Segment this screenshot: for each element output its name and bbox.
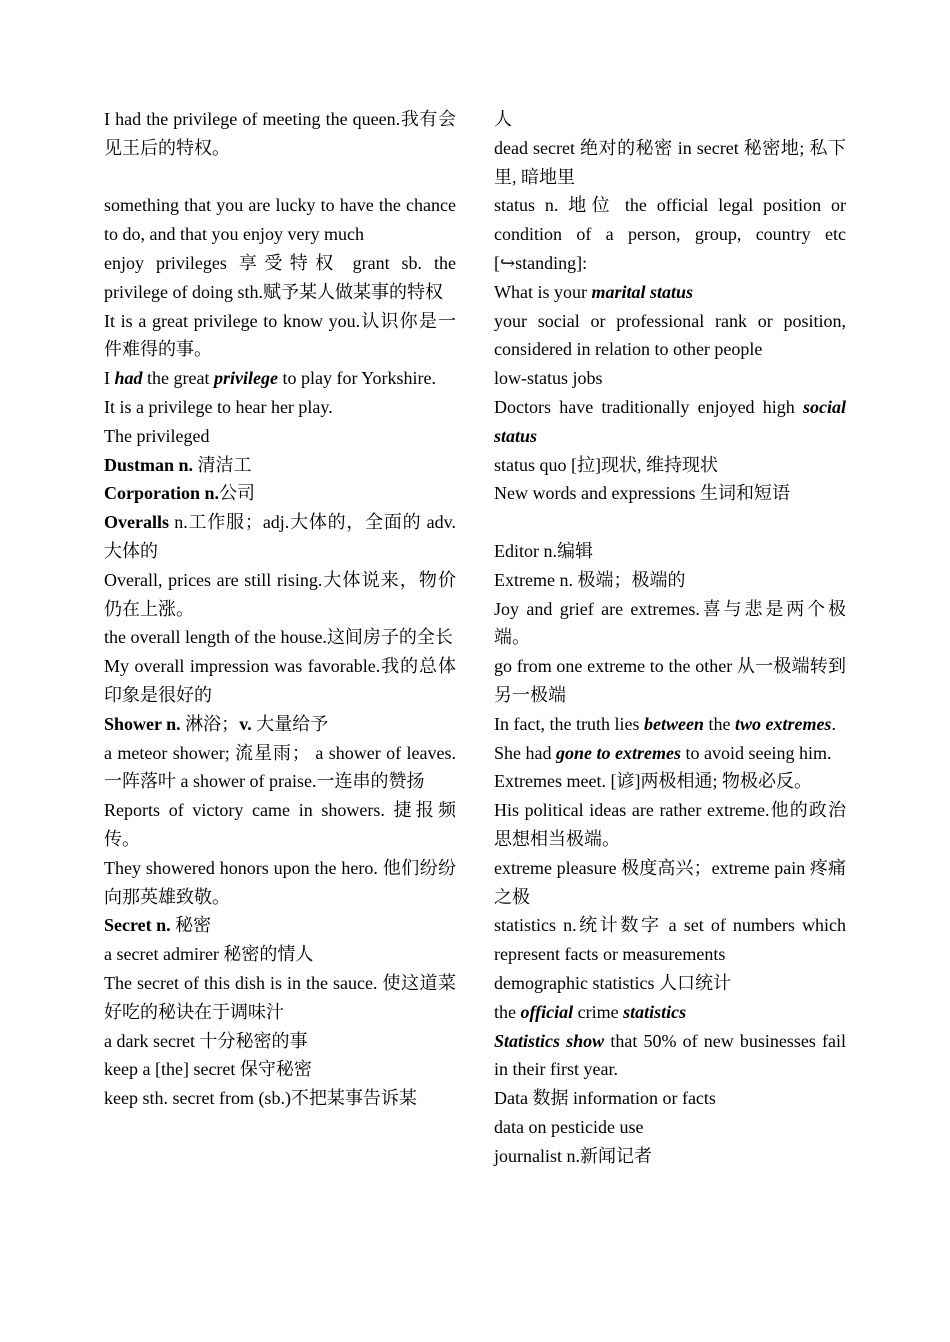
text-line: Extremes meet. [谚]两极相通; 物极必反。 [494,771,812,792]
text-line [104,911,456,940]
text-line: a secret admirer 秘密的情人 [104,944,314,965]
text-line: Editor n.编辑 [494,540,593,561]
emphasis-text: Statistics show [494,1030,605,1051]
text-line: His political ideas are rather extreme.他的政治思想相当极端。 [494,800,846,849]
emphasis-text: v. [239,713,252,734]
text-line [494,393,846,451]
emphasis-text: Overalls [104,512,169,533]
emphasis-text: social status [494,396,846,446]
text-line: statistics n.统计数字 a set of numbers which represent facts or measurements [494,915,846,965]
emphasis-text: between [643,713,704,734]
text-line: something that you are lucky to have the chance to do, and that you enjoy very much [104,195,456,245]
text-line: Overall, prices are still rising.大体说来，物价仍在上涨。 [104,569,456,619]
text-run: the [703,713,735,734]
emphasis-text: two extremes [734,713,832,734]
text-line [104,508,456,566]
text-line: status quo [拉]现状, 维持现状 [494,454,718,475]
text-line: low-status jobs [494,368,603,389]
emphasis-text: Secret n. [104,915,171,936]
text-line: journalist n.新闻记者 [494,1145,652,1166]
emphasis-text: Corporation n. [104,483,220,504]
text-run: She had [494,742,556,763]
text-line: My overall impression was favorable.我的总体印象是很好的 [104,656,456,705]
text-line: It is a great privilege to know you.认识你是一件难得的事。 [104,310,456,360]
text-line: Reports of victory came in showers. 捷报频传。 [104,800,456,849]
emphasis-text: gone to extremes [556,742,681,763]
emphasis-text: Shower n. [104,713,181,734]
text-line: status n. 地位 the official legal position or condition of a person, group, country etc [↪standing]: [494,195,846,273]
text-run: the [494,1001,521,1022]
text-line [494,710,846,739]
text-line: keep a [the] secret 保守秘密 [104,1059,312,1080]
text-line: your social or professional rank or position, considered in relation to other people [494,310,846,360]
text-run: to play for Yorkshire. [277,368,436,389]
text-line [494,998,846,1027]
text-run: I [104,368,115,389]
emphasis-text: official [520,1001,574,1022]
text-line [104,364,456,393]
text-run: n.工作服；adj.大体的，全面的 adv.大体的 [104,512,456,561]
text-run: that 50% of new businesses fail in their first year. [494,1030,846,1080]
text-run: Doctors have traditionally enjoyed high [494,396,803,417]
text-line: dead secret 绝对的秘密 in secret 秘密地; 私下里, 暗地里 [494,137,846,187]
text-line: Data 数据 information or facts [494,1088,716,1109]
text-run: 大量给予 [251,713,329,734]
text-line: Extreme n. 极端；极端的 [494,569,686,590]
text-line: The privileged [104,425,210,446]
blank-line [494,508,846,537]
text-line: a meteor shower; 流星雨； a shower of leaves. 一阵落叶 a shower of praise.一连串的赞扬 [104,742,456,792]
text-run: 公司 [219,483,256,504]
emphasis-text: marital status [591,281,694,302]
text-line: They showered honors upon the hero. 他们纷纷向那英雄致敬。 [104,857,456,907]
text-line: I had the privilege of meeting the queen.我有会见王后的特权。 [104,109,456,158]
right-column [494,105,846,1170]
text-line: Joy and grief are extremes.喜与悲是两个极端。 [494,598,846,648]
text-run: 淋浴； [180,713,240,734]
text-line: a dark secret 十分秘密的事 [104,1030,308,1051]
text-line [104,710,456,739]
text-run: 秘密 [170,915,212,936]
text-line: keep sth. secret from (sb.)不把某事告诉某 [104,1088,417,1109]
emphasis-text: statistics [623,1001,687,1022]
text-line: 人 [494,109,512,129]
text-run: . [831,713,836,734]
text-line: data on pesticide use [494,1116,644,1137]
emphasis-text: privilege [213,368,278,389]
text-line [494,278,846,307]
text-line: demographic statistics 人口统计 [494,972,731,993]
emphasis-text: had [114,368,143,389]
text-line: enjoy privileges 享受特权 grant sb. the privilege of doing sth.赋予某人做某事的特权 [104,252,456,302]
emphasis-text: Dustman n. [104,454,194,475]
text-run: to avoid seeing him. [680,742,832,763]
text-line [494,1027,846,1085]
text-run: In fact, the truth lies [494,713,644,734]
text-run: 清洁工 [193,454,252,475]
text-line [104,451,456,480]
text-line: the overall length of the house.这间房子的全长 [104,627,453,648]
text-line [104,479,456,508]
text-run: What is your [494,281,592,302]
text-line: New words and expressions 生词和短语 [494,483,790,504]
text-line: It is a privilege to hear her play. [104,396,333,417]
text-run: crime [573,1001,624,1022]
text-run: the great [142,368,214,389]
left-column [104,105,456,1113]
text-line: go from one extreme to the other 从一极端转到另一极端 [494,656,846,705]
blank-line [104,163,456,192]
text-line: extreme pleasure 极度高兴；extreme pain 疼痛之极 [494,857,846,907]
text-line [494,739,846,768]
text-line: The secret of this dish is in the sauce. 使这道菜好吃的秘诀在于调味汁 [104,972,456,1022]
